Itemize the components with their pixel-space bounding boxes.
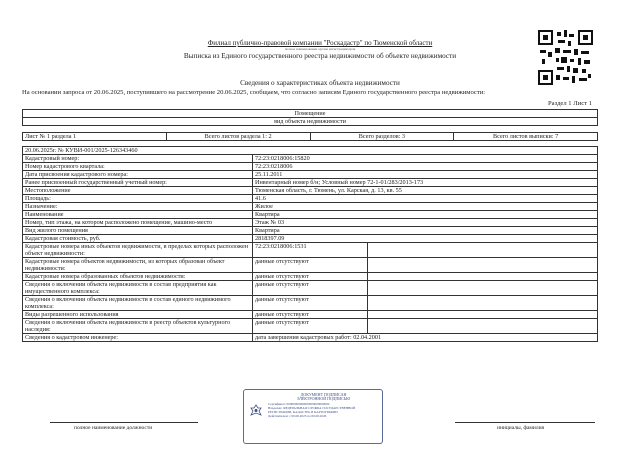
- table-row: [23, 296, 598, 311]
- row-label: Кадастровая стоимость, руб.: [23, 235, 253, 243]
- row-value: 72:23:0218006:15820: [253, 155, 598, 163]
- row-value: данные отсутствуют: [253, 319, 368, 334]
- row-label: Кадастровый номер:: [23, 155, 253, 163]
- position-signature-line: [50, 422, 198, 423]
- stamp-subtitle: ЭЛЕКТРОННОЙ ПОДПИСЬЮ: [296, 396, 351, 402]
- table-row: [23, 258, 598, 273]
- row-label: Наименование: [23, 211, 253, 219]
- table-row: [23, 195, 598, 203]
- table-row: [23, 235, 598, 243]
- stamp-certificate: Сертификат: 00000000000000000000000000: [268, 401, 330, 406]
- row-value: данные отсутствуют: [253, 281, 368, 296]
- stamp-owner-cont: РЕГИСТРАЦИИ, КАДАСТРА И КАРТОГРАФИИ: [268, 410, 338, 415]
- row-value: 72:23:0218006: [253, 163, 598, 171]
- row-label: Сведения о включении объекта недвижимости в состав предприятия как имущественного комплекса:: [23, 281, 253, 296]
- table-row: [23, 311, 598, 319]
- table-row: [23, 179, 598, 187]
- sections-total: Всего разделов: 3: [310, 133, 454, 141]
- row-label: Сведения о включении объекта недвижимости в состав единого недвижимого комплекса:: [23, 296, 253, 311]
- table-row: [23, 219, 598, 227]
- section-sheets-total: Всего листов раздела 1: 2: [166, 133, 310, 141]
- row-value: дата завершения кадастровых работ: 02.04.2001: [253, 334, 598, 342]
- row-label: Номер кадастрового квартала:: [23, 163, 253, 171]
- stamp-owner: Владелец: ФЕДЕРАЛЬНАЯ СЛУЖБА ГОСУДАРСТВЕННОЙ: [268, 405, 356, 410]
- row-value: данные отсутствуют: [253, 311, 368, 319]
- row-value: Квартира: [253, 211, 598, 219]
- table-row: [23, 171, 598, 179]
- table-row: [23, 319, 598, 334]
- sheets-total: Всего листов выписки: 7: [454, 133, 598, 141]
- characteristics-table: [22, 146, 598, 342]
- row-value: 72:23:0218006:1531: [253, 243, 368, 258]
- object-kind-table: [22, 109, 598, 126]
- sheet-info-table: [22, 132, 598, 141]
- table-row: [23, 243, 598, 258]
- row-value: Квартира: [253, 227, 598, 235]
- position-caption: полное наименование должности: [74, 425, 153, 431]
- emblem-icon: [249, 404, 263, 418]
- section-title: Сведения о характеристиках объекта недвижимости: [240, 79, 400, 87]
- row-label: Площадь:: [23, 195, 253, 203]
- table-row: [23, 187, 598, 195]
- issuer-caption: полное наименование органа регистрации прав: [284, 47, 356, 51]
- request-basis: На основании запроса от 20.06.2025, поступившего на рассмотрение 20.06.2025, сообщаем, что согласно записям Единого государственного реестра недвижимости:: [22, 89, 486, 96]
- row-label: Сведения о кадастровом инженере:: [23, 334, 253, 342]
- row-label: Вид жилого помещения: [23, 227, 253, 235]
- row-label: Виды разрешенного использования: [23, 311, 253, 319]
- table-row: [23, 211, 598, 219]
- row-value: Жилое: [253, 203, 598, 211]
- name-caption: инициалы, фамилия: [497, 425, 545, 431]
- sheet-number: Лист № 1 раздела 1: [23, 133, 167, 141]
- object-kind-caption: вид объекта недвижимости: [23, 118, 598, 126]
- section-sheet-label: Раздел 1 Лист 1: [548, 100, 592, 107]
- row-label: Дата присвоения кадастрового номера:: [23, 171, 253, 179]
- table-row: [23, 163, 598, 171]
- table-row: [23, 203, 598, 211]
- table-row: [23, 273, 598, 281]
- row-value: 41.6: [253, 195, 598, 203]
- row-label: Кадастровые номера объектов недвижимости, из которых образован объект недвижимости:: [23, 258, 253, 273]
- row-value: данные отсутствуют: [253, 258, 368, 273]
- row-value: Инвентарный номер б/н; Условный номер 72-1-01/283/2013-173: [253, 179, 598, 187]
- row-label: Ранее присвоенный государственный учетный номер:: [23, 179, 253, 187]
- row-label: Местоположение: [23, 187, 253, 195]
- table-row: [23, 334, 598, 342]
- row-value: Тюменская область, г. Тюмень, ул. Карская, д. 13, кв. 55: [253, 187, 598, 195]
- issuer-name: Филиал публично-правовой компании "Роскадастр" по Тюменской области: [207, 39, 433, 47]
- row-label: Сведения о включении объекта недвижимости в реестр объектов культурного наследия:: [23, 319, 253, 334]
- table-row: [23, 155, 598, 163]
- name-signature-line: [455, 422, 595, 423]
- row-label: Назначение:: [23, 203, 253, 211]
- row-value: данные отсутствуют: [253, 296, 368, 311]
- row-label: Номер, тип этажа, на котором расположено помещение, машино-место: [23, 219, 253, 227]
- electronic-signature-stamp: [243, 389, 383, 444]
- row-value: данные отсутствуют: [253, 273, 368, 281]
- row-label: Кадастровые номера образованных объектов недвижимости:: [23, 273, 253, 281]
- row-value: Этаж № 03: [253, 219, 598, 227]
- record-number: 20.06.2025г. № КУВИ-001/2025-126343460: [23, 147, 598, 155]
- stamp-validity: Действителен: с 00.00.2025 по 00.00.2026: [268, 414, 327, 419]
- document-title: Выписка из Единого государственного реестра недвижимости об объекте недвижимости: [183, 52, 457, 60]
- object-kind: Помещение: [23, 110, 598, 118]
- table-row: [23, 227, 598, 235]
- row-value: 25.11.2011: [253, 171, 598, 179]
- stamp-title: ДОКУМЕНТ ПОДПИСАН: [300, 392, 347, 397]
- row-label: Кадастровые номера иных объектов недвижимости, в пределах которых расположен объект недвижимости:: [23, 243, 253, 258]
- row-value: 2818397.09: [253, 235, 598, 243]
- table-row: [23, 281, 598, 296]
